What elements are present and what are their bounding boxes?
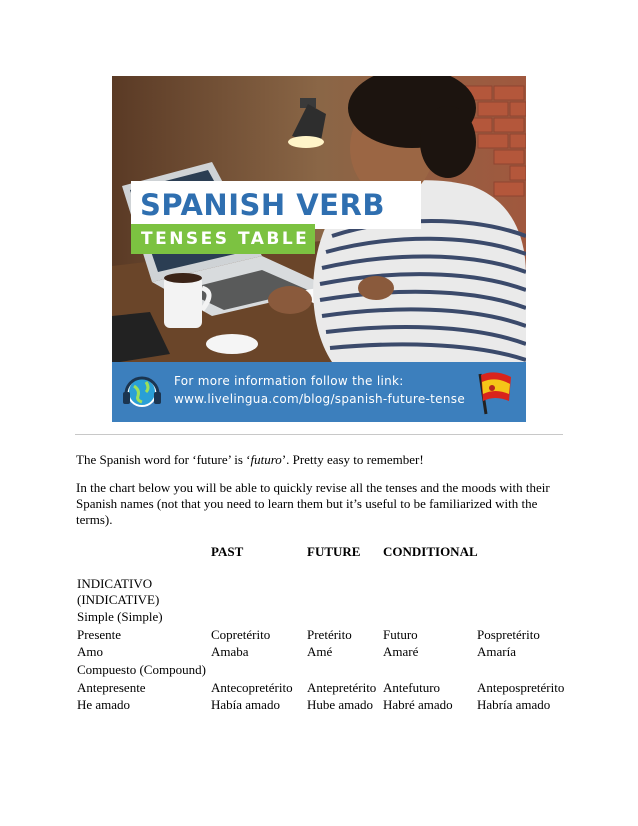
mood-label: INDICATIVO: [77, 576, 153, 591]
simple-name-presente: Presente: [77, 627, 122, 642]
header-past: PAST: [211, 544, 244, 559]
compound-example-antepreterito: Hube amado: [307, 697, 374, 712]
header-conditional: CONDITIONAL: [383, 544, 478, 559]
globe-headphones-icon: [120, 370, 164, 414]
horizontal-divider: [75, 434, 563, 435]
banner-image: [112, 76, 526, 422]
banner-info-text: For more information follow the link:: [174, 374, 404, 388]
banner-title: SPANISH VERB: [131, 181, 421, 229]
mood-label-english: (INDICATIVE): [77, 592, 160, 607]
banner-info-bar: [112, 362, 526, 422]
header-future: FUTURE: [307, 544, 361, 559]
compound-example-antepresente: He amado: [77, 697, 131, 712]
simple-name-futuro: Futuro: [383, 627, 418, 642]
simple-example-preterito: Amé: [307, 644, 333, 659]
intro-text-before: The Spanish word for ‘future’ is ‘: [76, 452, 251, 467]
compound-name-antepresente: Antepresente: [77, 680, 146, 695]
banner-subtitle: TENSES TABLE: [131, 224, 315, 254]
compound-example-antefuturo: Habré amado: [383, 697, 453, 712]
simple-example-futuro: Amaré: [383, 644, 419, 659]
simple-example-presente: Amo: [77, 644, 103, 659]
spain-flag-icon: [472, 366, 514, 416]
banner-link-text[interactable]: www.livelingua.com/blog/spanish-future-tense: [174, 392, 465, 406]
intro-text-after: ’. Pretty easy to remember!: [281, 452, 424, 467]
simple-name-preterito: Pretérito: [307, 627, 352, 642]
chart-intro-line-2: Spanish names (not that you need to learn them but it’s useful to be familiarized with the terms).: [76, 496, 538, 527]
compound-section-label: Compuesto (Compound): [77, 662, 206, 677]
chart-intro-line-1: In the chart below you will be able to quickly revise all the tenses and the moods with their: [76, 480, 550, 495]
simple-example-pospreterito: Amaría: [477, 644, 516, 659]
simple-section-label: Simple (Simple): [77, 609, 163, 624]
simple-example-copreterito: Amaba: [211, 644, 249, 659]
simple-name-pospreterito: Pospretérito: [477, 627, 540, 642]
chart-intro-paragraph: [76, 480, 566, 528]
compound-example-antecopreterito: Había amado: [211, 697, 280, 712]
compound-example-antepospreterito: Habría amado: [477, 697, 551, 712]
intro-paragraph: [76, 452, 566, 468]
compound-name-antepreterito: Antepretérito: [307, 680, 377, 695]
compound-name-antefuturo: Antefuturo: [383, 680, 441, 695]
simple-name-copreterito: Copretérito: [211, 627, 271, 642]
intro-text-emphasis: futuro: [250, 452, 282, 467]
compound-name-antecopreterito: Antecopretérito: [211, 680, 293, 695]
compound-name-antepospreterito: Antepospretérito: [477, 680, 565, 695]
